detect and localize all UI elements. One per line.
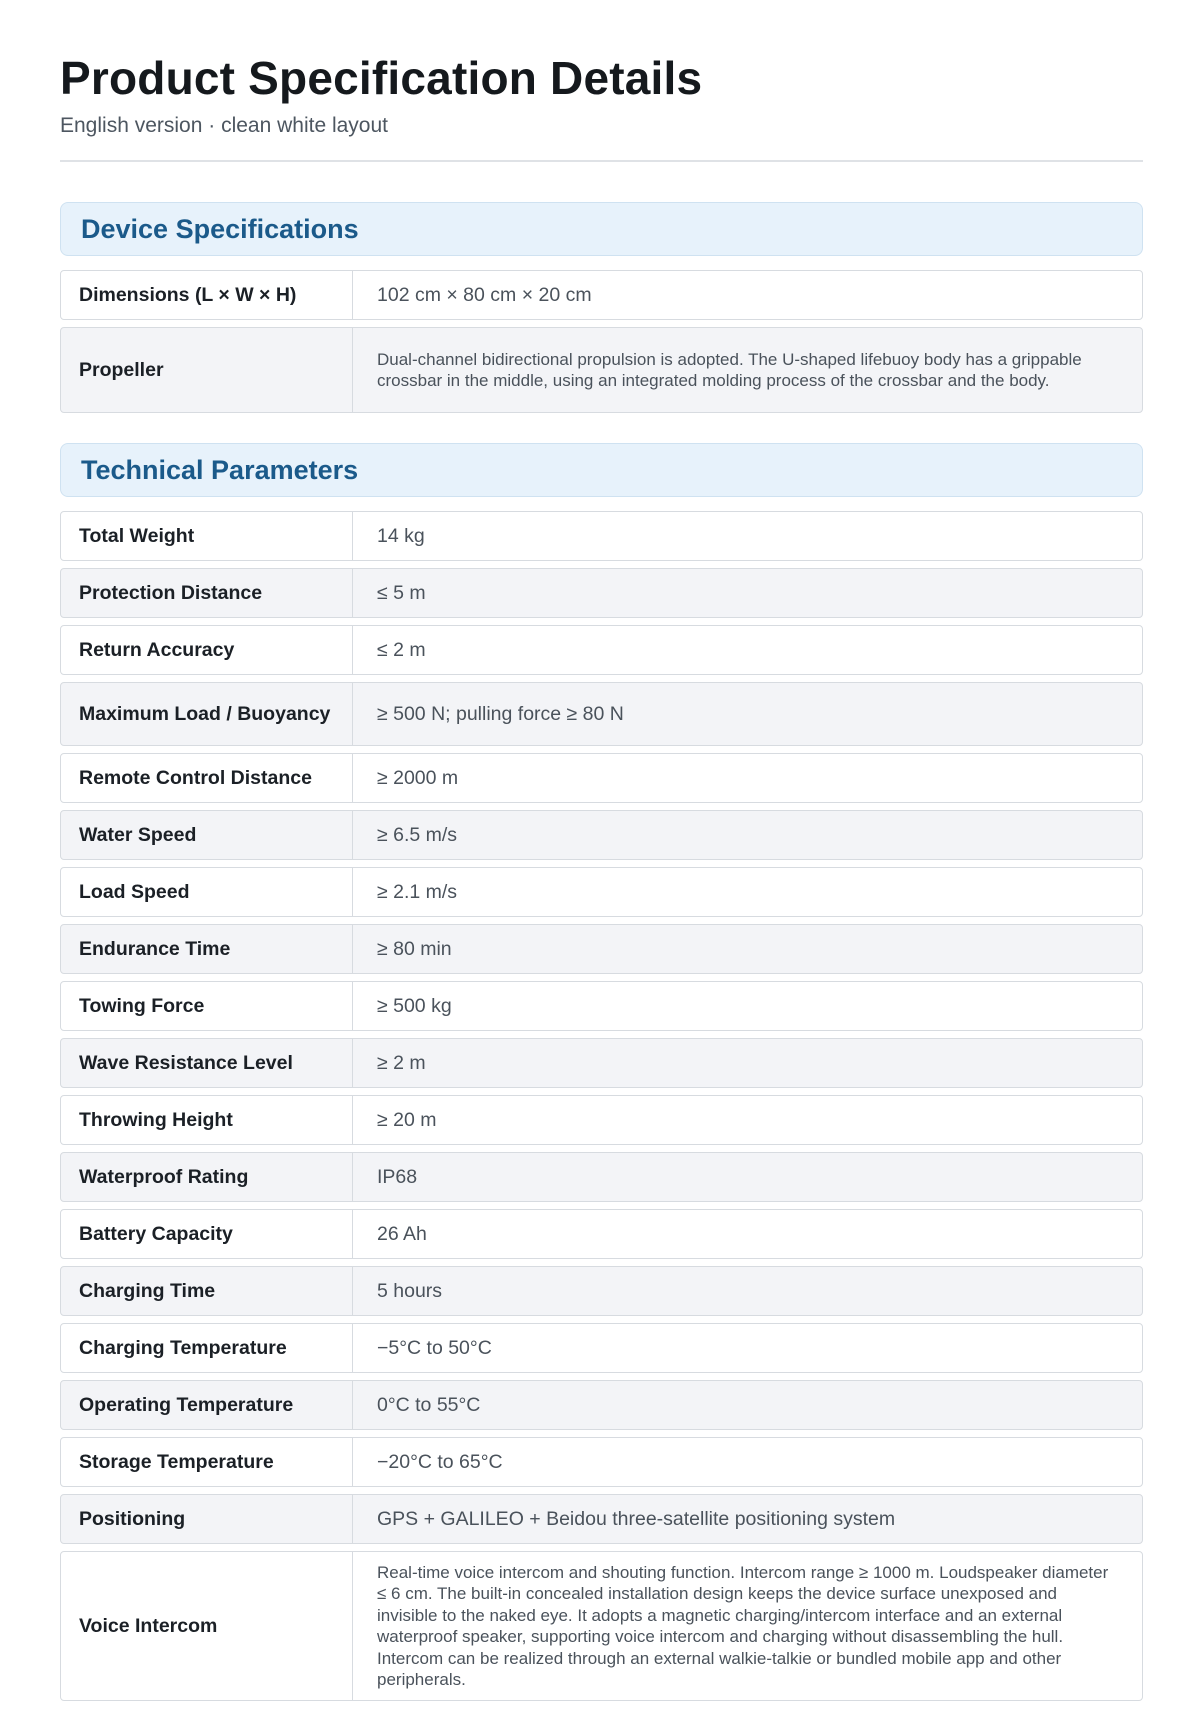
spec-value: GPS + GALILEO + Beidou three-satellite positioning system [377,1508,896,1530]
spec-label: Propeller [61,328,353,412]
spec-row [60,924,1143,974]
section-technical-parameters [60,443,1143,1701]
spec-row [60,867,1143,917]
spec-label: Load Speed [61,868,353,916]
spec-value: Dual-channel bidirectional propulsion is adopted. The U-shaped lifebuoy body has a grippable crossbar in the middle, using an integrated molding process of the crossbar and the body. [377,349,1082,390]
spec-label: Water Speed [61,811,353,859]
spec-label: Total Weight [61,512,353,560]
page-title: Product Specification Details [60,52,703,104]
spec-row [60,568,1143,618]
spec-value: IP68 [377,1166,418,1188]
spec-value: ≤ 2 m [377,639,426,661]
spec-row [60,1437,1143,1487]
spec-label: Positioning [61,1495,353,1543]
spec-label: Charging Time [61,1267,353,1315]
spec-row [60,625,1143,675]
spec-row [60,753,1143,803]
spec-label: Battery Capacity [61,1210,353,1258]
spec-value: ≥ 80 min [377,938,452,960]
spec-row [60,1551,1143,1701]
page-subtitle: English version · clean white layout [60,114,389,137]
spec-label: Waterproof Rating [61,1153,353,1201]
spec-label: Return Accuracy [61,626,353,674]
spec-value: ≥ 20 m [377,1109,437,1131]
spec-row [60,1494,1143,1544]
section-device-specifications [60,202,1143,413]
spec-row [60,327,1143,413]
spec-label: Protection Distance [61,569,353,617]
spec-row [60,810,1143,860]
section-header: Device Specifications [60,202,1143,256]
spec-row [60,1038,1143,1088]
spec-value: 5 hours [377,1280,443,1302]
spec-row [60,511,1143,561]
spec-label: Maximum Load / Buoyancy [61,683,353,745]
spec-value: ≥ 6.5 m/s [377,824,458,846]
spec-value: 26 Ah [377,1223,427,1245]
spec-table [60,270,1143,413]
spec-row [60,1323,1143,1373]
spec-value: ≥ 2 m [377,1052,426,1074]
spec-label: Remote Control Distance [61,754,353,802]
spec-label: Towing Force [61,982,353,1030]
spec-value: −20°C to 65°C [377,1451,503,1473]
spec-row [60,1380,1143,1430]
spec-row [60,1266,1143,1316]
spec-row [60,1209,1143,1259]
header-divider [60,160,1143,162]
spec-row [60,981,1143,1031]
spec-value: Real-time voice intercom and shouting function. Intercom range ≥ 1000 m. Loudspeaker diameter ≤ 6 cm. The built-in concealed installation design keeps the device surface unexposed and invisible to the naked eye. It adopts a magnetic charging/intercom interface and an external waterproof speaker, supporting voice intercom and charging without disassembling the hull. Intercom can be realized through an external walkie-talkie or bundled mobile app and other peripherals. [377,1562,1109,1689]
spec-label: Endurance Time [61,925,353,973]
section-header: Technical Parameters [60,443,1143,497]
spec-row [60,270,1143,320]
spec-row [60,682,1143,746]
spec-label: Throwing Height [61,1096,353,1144]
spec-value: ≥ 500 kg [377,995,452,1017]
spec-row [60,1152,1143,1202]
spec-label: Operating Temperature [61,1381,353,1429]
spec-label: Wave Resistance Level [61,1039,353,1087]
spec-value: ≥ 500 N; pulling force ≥ 80 N [377,703,624,725]
spec-value: 14 kg [377,525,425,547]
spec-value: ≤ 5 m [377,582,426,604]
spec-table [60,511,1143,1701]
spec-row [60,1095,1143,1145]
spec-label: Dimensions (L × W × H) [61,271,353,319]
spec-value: ≥ 2.1 m/s [377,881,458,903]
spec-label: Storage Temperature [61,1438,353,1486]
spec-label: Charging Temperature [61,1324,353,1372]
spec-value: 0°C to 55°C [377,1394,481,1416]
spec-value: ≥ 2000 m [377,767,459,789]
spec-value: 102 cm × 80 cm × 20 cm [377,284,592,306]
spec-value: −5°C to 50°C [377,1337,492,1359]
spec-label: Voice Intercom [61,1552,353,1700]
